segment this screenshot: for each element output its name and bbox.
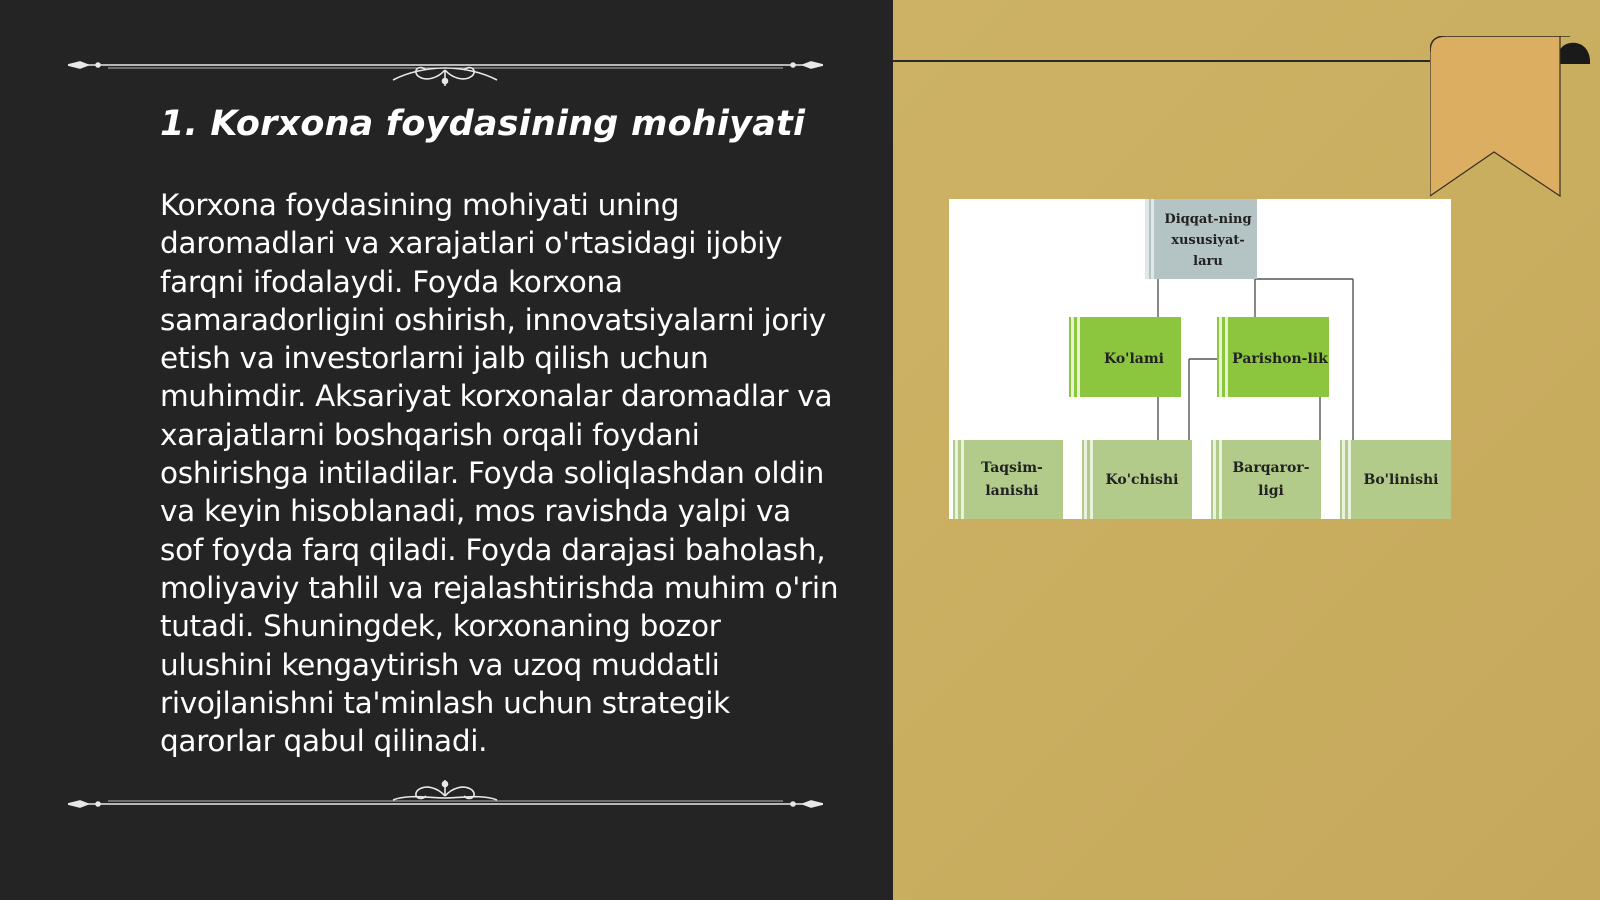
- node-kochishi: [1082, 440, 1192, 519]
- slide-title: 1. Korxona foydasining mohiyati: [160, 104, 806, 144]
- body-paragraph: Korxona foydasining mohiyati uning daromadlari va xarajatlari o'rtasidagi ijobiy farqni ifodalaydi. Foyda korxona samaradorligini oshirish, innovatsiyalarni joriy etish va investorlarni jalb qilish uchun muhimdir. Aksariyat korxonalar daromadlar va xarajatlarni boshqarish orqali foydani oshirishga intiladilar. Foyda soliqlashdan oldin va keyin hisoblanadi, mos ravishda yalpi va sof foyda farq qiladi. Foyda darajasi baholash, moliyaviy tahlil va rejalashtirishda muhim o'rin tutadi. Shuningdek, korxonaning bozor ulushini kengaytirish va uzoq muddatli rivojlanishni ta'minlash uchun strategik qarorlar qabul qilinadi.: [160, 188, 839, 759]
- node-taqsimlanishi: [953, 440, 1063, 519]
- node-kochishi-label: Ko'chishi: [1105, 472, 1179, 488]
- node-taqsimlanishi-line-1: Taqsim-: [981, 460, 1043, 476]
- root-label-line-2: xususiyat-: [1171, 233, 1245, 248]
- bottom-ornament-flourish: [68, 778, 823, 818]
- root-label-line-1: Diqqat-ning: [1164, 212, 1252, 227]
- root-label-line-3: laru: [1193, 254, 1223, 269]
- node-bolinishi-label: Bo'linishi: [1363, 472, 1439, 488]
- node-kolami-label: Ko'lami: [1103, 351, 1165, 367]
- node-root: [1145, 199, 1257, 279]
- horizontal-rule: [893, 60, 1438, 62]
- node-barqarorligi-line-2: ligi: [1258, 483, 1284, 499]
- node-bolinishi: [1340, 440, 1451, 519]
- top-ornament-flourish: [68, 48, 823, 88]
- node-parishonlik-label: Parishon-lik: [1232, 351, 1328, 367]
- node-parishonlik: [1217, 317, 1329, 397]
- node-barqarorligi-line-1: Barqaror-: [1232, 460, 1310, 476]
- bookmark-ribbon-icon: [1430, 36, 1590, 198]
- org-chart-diagram: [949, 199, 1451, 519]
- node-barqarorligi: [1211, 440, 1321, 519]
- node-kolami: [1069, 317, 1181, 397]
- node-taqsimlanishi-line-2: lanishi: [985, 483, 1039, 499]
